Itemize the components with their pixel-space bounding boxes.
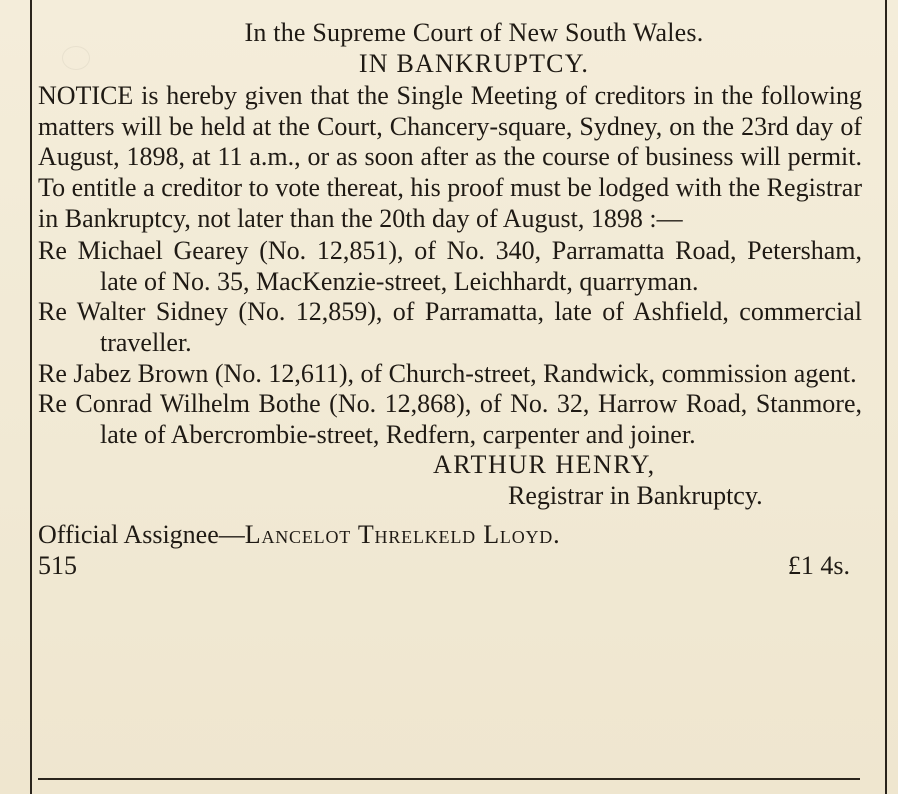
signature-block	[38, 450, 862, 512]
left-column-rule	[30, 0, 32, 794]
court-heading: In the Supreme Court of New South Wales.	[244, 18, 704, 47]
notice-number: 515	[38, 550, 77, 580]
signatory-title: Registrar in Bankruptcy.	[508, 481, 763, 511]
list-item: Re Conrad Wilhelm Bothe (No. 12,868), of No. 32, Harrow Road, Stanmore, late of Abercrombie-street, Redfern, carpenter and joiner.	[38, 389, 862, 449]
list-item: Re Michael Gearey (No. 12,851), of No. 340, Parramatta Road, Petersham, late of No. 35, MacKenzie-street, Leichhardt, quarryman.	[38, 236, 862, 296]
section-heading: IN BANKRUPTCY.	[358, 48, 590, 78]
list-item: Re Jabez Brown (No. 12,611), of Church-street, Randwick, commission agent.	[38, 358, 857, 388]
assignee-label: Official Assignee—	[38, 520, 245, 550]
fee: £1 4s.	[787, 550, 850, 580]
notice-footer	[38, 551, 850, 582]
bottom-rule	[38, 778, 860, 780]
list-item: Re Walter Sidney (No. 12,859), of Parramatta, late of Ashfield, commercial traveller.	[38, 297, 862, 357]
right-column-rule	[885, 0, 887, 794]
notice-body: NOTICE is hereby given that the Single Meeting of creditors in the following matters will be held at the Court, Chancery-square, Sydney, on the 23rd day of August, 1898, at 11 a.m., or as soon after as the course of business will permit. To entitle a creditor to vote thereat, his proof must be lodged with the Registrar in Bankruptcy, not later than the 20th day of August, 1898 :—	[38, 81, 862, 233]
official-assignee-line	[38, 520, 862, 551]
matters-list	[38, 236, 862, 450]
assignee-name: Lancelot Threlkeld Lloyd.	[244, 520, 561, 550]
signatory-name: ARTHUR HENRY,	[433, 450, 656, 480]
notice-block	[38, 18, 862, 582]
